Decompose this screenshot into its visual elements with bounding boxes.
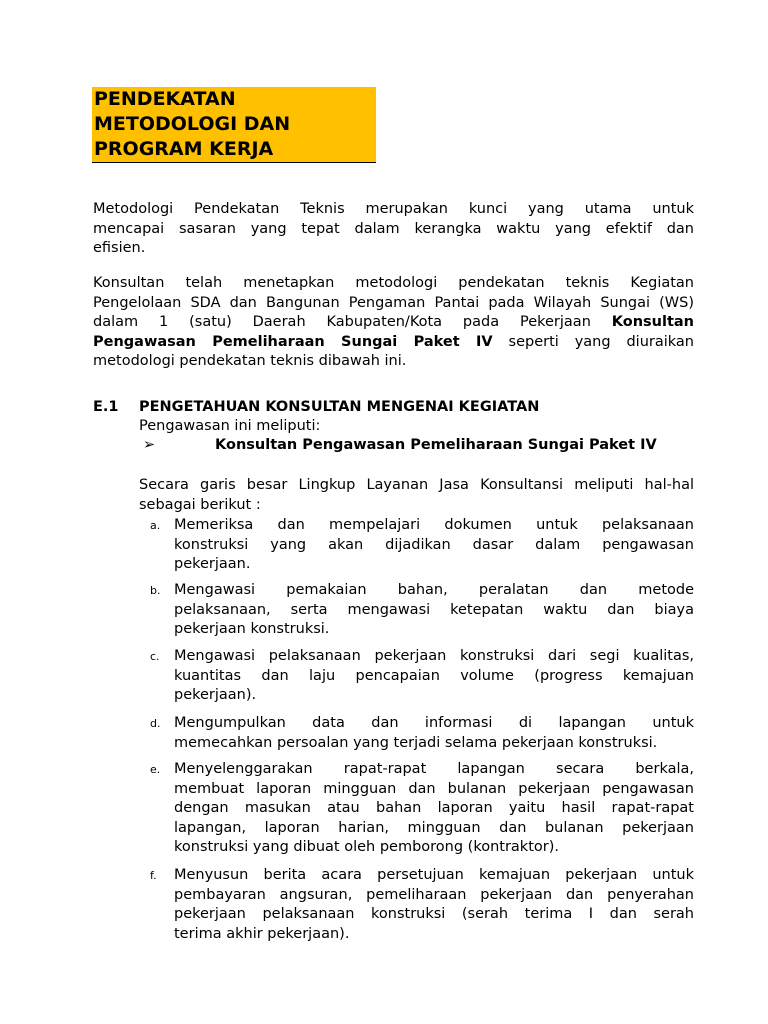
- paragraph-line: sebagai berikut :: [139, 496, 261, 513]
- list-line: Menyusun berita acara persetujuan kemajuan pekerjaan untuk: [174, 867, 694, 883]
- paragraph-line: mencapai sasaran yang tepat dalam kerangka waktu yang efektif dan: [93, 220, 694, 237]
- paragraph-line: [93, 313, 694, 333]
- project-name-bold: Konsultan: [611, 314, 695, 331]
- list-line: pekerjaan pelaksanaan konstruksi (serah terima I dan serah: [174, 906, 694, 923]
- paragraph-line: efisien.: [93, 240, 146, 257]
- consultant-paragraph: [93, 274, 694, 372]
- list-line: pembayaran angsuran, pemeliharaan pekerjaan dan penyerahan: [174, 886, 694, 903]
- list-line: Memeriksa dan mempelajari dokumen untuk pelaksanaan: [174, 517, 694, 533]
- list-line: dengan masukan atau bahan laporan yaitu hasil rapat-rapat: [174, 800, 694, 817]
- title-line: PENDEKATAN: [94, 88, 236, 110]
- paragraph-line: Pengelolaan SDA dan Bangunan Pengaman Pantai pada Wilayah Sungai (WS): [93, 294, 694, 311]
- page-title: [92, 87, 376, 163]
- list-line: membuat laporan mingguan dan bulanan pekerjaan pengawasan: [174, 780, 694, 797]
- list-line: memecahkan persoalan yang terjadi selama pekerjaan konstruksi.: [174, 734, 658, 751]
- list-line: konstruksi yang akan dijadikan dasar dalam pengawasan: [174, 536, 694, 553]
- list-marker: f.: [150, 869, 157, 882]
- section-title: PENGETAHUAN KONSULTAN MENGENAI KEGIATAN: [139, 399, 540, 415]
- list-line: konstruksi yang dibuat oleh pemborong (kontraktor).: [174, 839, 559, 856]
- section-number: E.1: [93, 399, 119, 415]
- list-line: pelaksanaan, serta mengawasi ketepatan waktu dan biaya: [174, 601, 694, 618]
- arrow-item-text: Konsultan Pengawasan Pemeliharaan Sungai Paket IV: [215, 437, 657, 453]
- list-line: pekerjaan konstruksi.: [174, 621, 330, 638]
- list-marker: d.: [150, 717, 161, 730]
- list-line: lapangan, laporan harian, mingguan dan bulanan pekerjaan: [174, 819, 694, 836]
- list-marker: b.: [150, 584, 161, 597]
- section-intro: Pengawasan ini meliputi:: [139, 418, 321, 434]
- title-line: METODOLOGI DAN: [94, 113, 291, 135]
- paragraph-line: [93, 333, 694, 353]
- project-name-bold: Pengawasan Pemeliharaan Sungai Paket IV: [93, 333, 493, 350]
- paragraph-line: metodologi pendekatan teknis dibawah ini.: [93, 353, 407, 370]
- title-line: PROGRAM KERJA: [94, 138, 274, 160]
- paragraph-text: dalam 1 (satu) Daerah Kabupaten/Kota pada Pekerjaan: [93, 314, 591, 331]
- list-marker: a.: [150, 519, 161, 532]
- intro-paragraph: [93, 200, 694, 259]
- list-line: Mengumpulkan data dan informasi di lapangan untuk: [174, 715, 694, 731]
- list-marker: e.: [150, 763, 161, 776]
- list-line: pekerjaan.: [174, 556, 251, 573]
- scope-paragraph: [139, 476, 694, 515]
- paragraph-text: seperti yang diuraikan: [508, 333, 694, 350]
- list-line: Menyelenggarakan rapat-rapat lapangan secara berkala,: [174, 761, 694, 777]
- list-line: Mengawasi pemakaian bahan, peralatan dan metode: [174, 582, 694, 598]
- list-line: pekerjaan).: [174, 687, 257, 704]
- paragraph-line: Secara garis besar Lingkup Layanan Jasa Konsultansi meliputi hal-hal: [139, 477, 694, 493]
- list-marker: c.: [150, 650, 160, 663]
- list-line: kuantitas dan laju pencapaian volume (progress kemajuan: [174, 667, 694, 684]
- list-line: Mengawasi pelaksanaan pekerjaan konstruksi dari segi kualitas,: [174, 648, 694, 664]
- paragraph-line: Konsultan telah menetapkan metodologi pendekatan teknis Kegiatan: [93, 275, 694, 291]
- list-line: terima akhir pekerjaan).: [174, 925, 350, 942]
- paragraph-line: Metodologi Pendekatan Teknis merupakan kunci yang utama untuk: [93, 201, 694, 217]
- arrow-bullet-icon: ➢: [143, 437, 156, 453]
